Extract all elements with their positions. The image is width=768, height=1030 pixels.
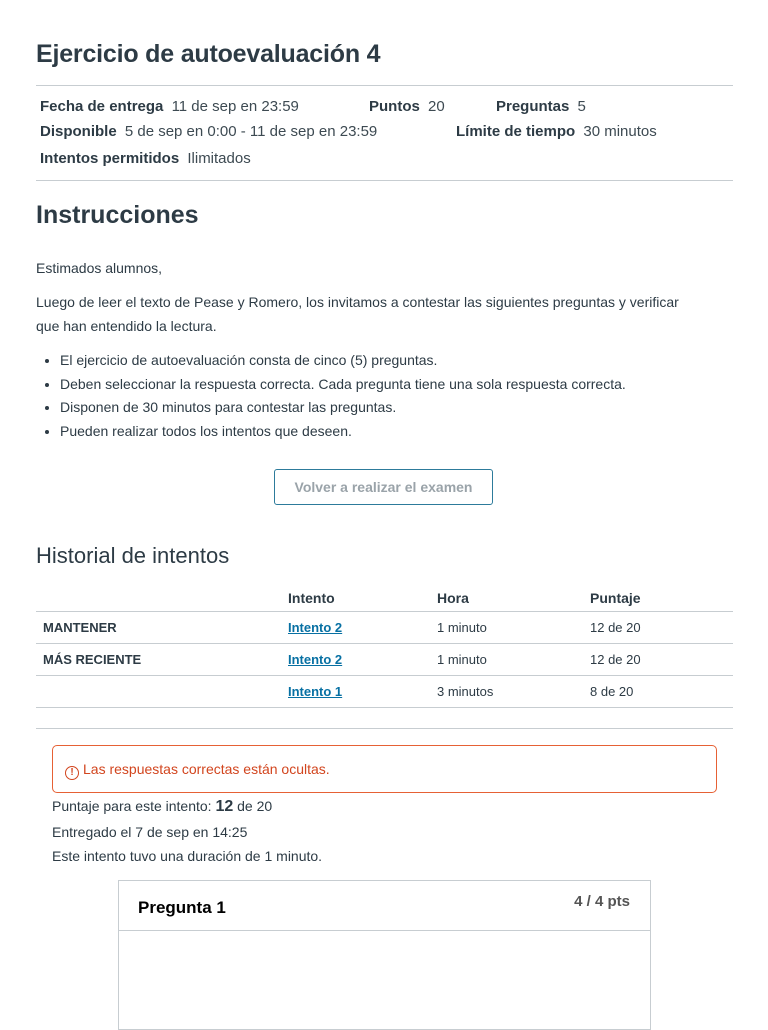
alert-text: Las respuestas correctas están ocultas. — [83, 761, 330, 777]
row-score: 12 de 20 — [590, 612, 733, 644]
page-title: Ejercicio de autoevaluación 4 — [36, 40, 381, 68]
instructions-line-2: que han entendido la lectura. — [36, 318, 217, 334]
header-time: Hora — [437, 584, 590, 612]
row-score: 12 de 20 — [590, 644, 733, 676]
attempt-duration: Este intento tuvo una duración de 1 minuto. — [52, 848, 323, 864]
question-header — [119, 881, 650, 931]
row-label: MANTENER — [36, 612, 288, 644]
questions-label: Preguntas — [496, 98, 570, 115]
attempt-link[interactable]: Intento 2 — [288, 652, 343, 667]
row-score: 8 de 20 — [590, 676, 733, 708]
list-item: • Deben seleccionar la respuesta correcta. Cada pregunta tiene una sola respuesta correcta. — [60, 373, 750, 397]
table-row — [36, 676, 733, 708]
question-card — [118, 880, 651, 1030]
points — [369, 98, 445, 115]
questions — [496, 98, 586, 115]
points-label: Puntos — [369, 98, 420, 115]
row-time: 1 minuto — [437, 612, 590, 644]
table-row — [36, 644, 733, 676]
list-item: • El ejercicio de autoevaluación consta de cinco (5) preguntas. — [60, 349, 750, 373]
submitted-date: Entregado el 7 de sep en 14:25 — [52, 824, 248, 840]
points-value: 20 — [428, 98, 445, 115]
questions-value: 5 — [577, 98, 586, 115]
attempt-link[interactable]: Intento 1 — [288, 684, 343, 699]
row-label: MÁS RECIENTE — [36, 644, 288, 676]
divider — [36, 180, 733, 181]
attempts-label: Intentos permitidos — [40, 150, 180, 167]
retake-quiz-button[interactable]: Volver a realizar el examen — [274, 469, 493, 505]
due-label: Fecha de entrega — [40, 98, 164, 115]
question-title: Pregunta 1 — [138, 898, 226, 917]
list-item: • Pueden realizar todos los intentos que deseen. — [60, 420, 750, 444]
attempt-score — [52, 798, 272, 816]
history-heading: Historial de intentos — [36, 543, 230, 568]
warning-icon: ! — [65, 766, 79, 780]
attempt-link[interactable]: Intento 2 — [288, 620, 343, 635]
header-blank — [36, 584, 288, 612]
question-points: 4 / 4 pts — [574, 893, 630, 910]
score-suffix: de 20 — [237, 798, 273, 814]
due-date — [40, 98, 299, 115]
divider — [36, 85, 733, 86]
instructions-list — [36, 349, 750, 443]
instructions-heading: Instrucciones — [36, 201, 199, 229]
time-limit — [456, 123, 657, 140]
divider — [36, 728, 733, 729]
score-prefix: Puntaje para este intento: — [52, 798, 212, 814]
availability — [40, 123, 377, 140]
list-item: • Disponen de 30 minutos para contestar las preguntas. — [60, 396, 750, 420]
time-limit-label: Límite de tiempo — [456, 123, 576, 140]
row-label — [36, 676, 288, 708]
header-score: Puntaje — [590, 584, 733, 612]
attempts-value: Ilimitados — [187, 150, 251, 167]
row-time: 1 minuto — [437, 644, 590, 676]
table-row — [36, 612, 733, 644]
available-label: Disponible — [40, 123, 117, 140]
row-time: 3 minutos — [437, 676, 590, 708]
table-header-row — [36, 584, 733, 612]
allowed-attempts — [40, 150, 251, 167]
available-value: 5 de sep en 0:00 - 11 de sep en 23:59 — [124, 123, 378, 140]
attempts-table — [36, 584, 733, 708]
greeting: Estimados alumnos, — [36, 260, 163, 276]
due-value: 11 de sep en 23:59 — [171, 98, 299, 115]
instructions-line-1: Luego de leer el texto de Pease y Romero, los invitamos a contestar las siguientes preguntas y verificar — [36, 294, 679, 310]
hidden-answers-alert — [52, 745, 717, 793]
header-attempt: Intento — [288, 584, 437, 612]
score-value: 12 — [215, 798, 234, 815]
time-limit-value: 30 minutos — [583, 123, 657, 140]
